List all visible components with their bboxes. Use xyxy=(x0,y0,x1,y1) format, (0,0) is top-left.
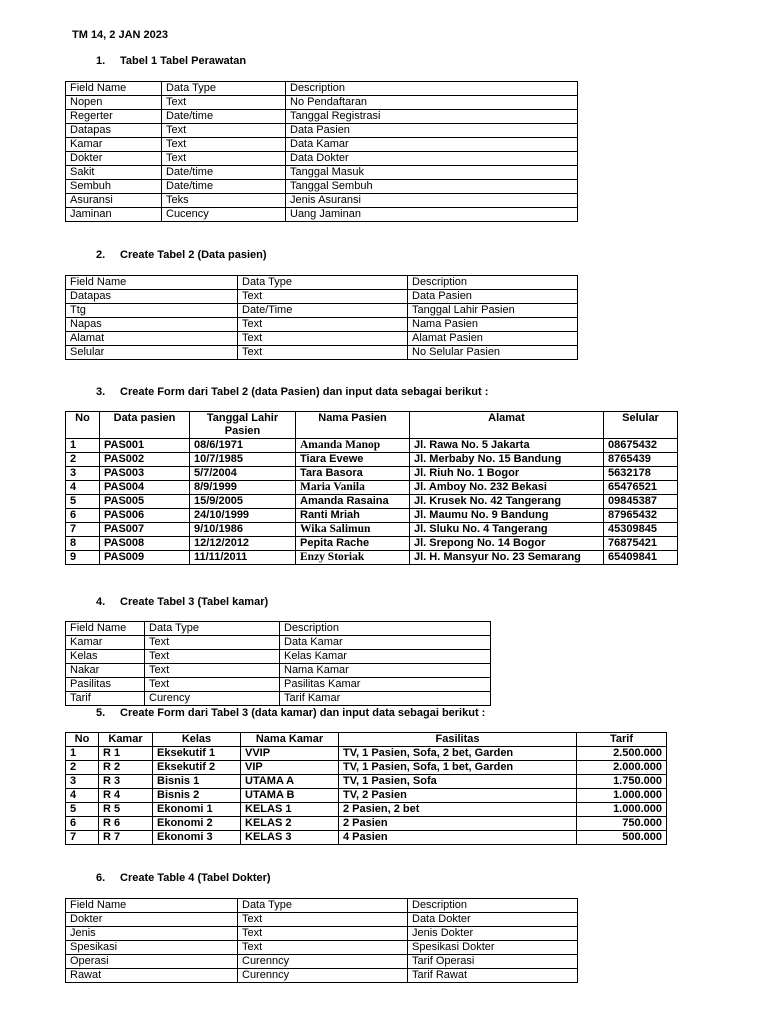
table-cell: 87965432 xyxy=(604,509,678,523)
table-cell: Selular xyxy=(66,346,238,360)
table-row xyxy=(66,152,578,166)
table-cell: Kelas xyxy=(66,650,145,664)
table-cell: Nakar xyxy=(66,664,145,678)
section-number: 3. xyxy=(96,386,106,398)
table-row xyxy=(66,789,667,803)
header-cell: Selular xyxy=(604,412,678,439)
table-cell: Amanda Manop xyxy=(296,439,410,453)
table-row xyxy=(66,346,578,360)
table-cell: 8765439 xyxy=(604,453,678,467)
table-cell: 8/9/1999 xyxy=(190,481,296,495)
table-cell: Jenis xyxy=(66,927,238,941)
table-cell: Nama Pasien xyxy=(408,318,578,332)
form-data-kamar xyxy=(65,732,667,845)
header-cell: Field Name xyxy=(66,622,145,636)
header-cell: Tarif xyxy=(577,733,667,747)
table-cell: Nama Kamar xyxy=(280,664,491,678)
table-row xyxy=(66,831,667,845)
table-row xyxy=(66,509,678,523)
table-cell: Text xyxy=(145,636,280,650)
table-row xyxy=(66,941,578,955)
table-row xyxy=(66,304,578,318)
table-cell: Text xyxy=(238,941,408,955)
table-cell: KELAS 2 xyxy=(241,817,339,831)
header-cell: Tanggal Lahir Pasien xyxy=(190,412,296,439)
table-row xyxy=(66,927,578,941)
table-cell: R 3 xyxy=(99,775,153,789)
table-row xyxy=(66,678,491,692)
table-cell: Tiara Evewe xyxy=(296,453,410,467)
table-cell: 3 xyxy=(66,775,99,789)
table-cell: 8 xyxy=(66,537,100,551)
header-cell: Alamat xyxy=(410,412,604,439)
table-cell: 5 xyxy=(66,495,100,509)
section-number: 4. xyxy=(96,596,106,608)
table-cell: Text xyxy=(238,927,408,941)
table-cell: PAS005 xyxy=(100,495,190,509)
table-cell: 1 xyxy=(66,747,99,761)
table-cell: Text xyxy=(162,124,286,138)
table-cell: Tarif Kamar xyxy=(280,692,491,706)
table-row xyxy=(66,166,578,180)
table-cell: No Selular Pasien xyxy=(408,346,578,360)
table-cell: Cucency xyxy=(162,208,286,222)
table-cell: Jl. Amboy No. 232 Bekasi xyxy=(410,481,604,495)
table-cell: R 7 xyxy=(99,831,153,845)
table-cell: Text xyxy=(162,152,286,166)
table-cell: Operasi xyxy=(66,955,238,969)
header-cell: Kelas xyxy=(153,733,241,747)
table-cell: 7 xyxy=(66,831,99,845)
table-row xyxy=(66,692,491,706)
table-cell: Tanggal Sembuh xyxy=(286,180,578,194)
table-cell: PAS009 xyxy=(100,551,190,565)
table-row xyxy=(66,453,678,467)
table-cell: Kamar xyxy=(66,636,145,650)
table-cell: 500.000 xyxy=(577,831,667,845)
table-row xyxy=(66,439,678,453)
table-header-row xyxy=(66,899,578,913)
section-number: 6. xyxy=(96,872,106,884)
table-cell: Jl. Rawa No. 5 Jakarta xyxy=(410,439,604,453)
table-cell: Tarif Operasi xyxy=(408,955,578,969)
table-cell: R 6 xyxy=(99,817,153,831)
table-cell: KELAS 1 xyxy=(241,803,339,817)
header-cell: Data Type xyxy=(162,82,286,96)
table-cell: PAS001 xyxy=(100,439,190,453)
table-cell: 09845387 xyxy=(604,495,678,509)
table-cell: 1.000.000 xyxy=(577,803,667,817)
table-cell: 750.000 xyxy=(577,817,667,831)
table-cell: Dokter xyxy=(66,152,162,166)
table-cell: 08675432 xyxy=(604,439,678,453)
table-cell: Ekonomi 1 xyxy=(153,803,241,817)
table-cell: PAS007 xyxy=(100,523,190,537)
table-cell: Amanda Rasaina xyxy=(296,495,410,509)
table-cell: PAS002 xyxy=(100,453,190,467)
header-cell: Data Type xyxy=(238,276,408,290)
header-cell: Kamar xyxy=(99,733,153,747)
table-cell: 15/9/2005 xyxy=(190,495,296,509)
header-cell: Nama Pasien xyxy=(296,412,410,439)
table-cell: Kamar xyxy=(66,138,162,152)
section-number: 1. xyxy=(96,55,106,67)
table-cell: Text xyxy=(162,96,286,110)
table-cell: 2 Pasien, 2 bet xyxy=(339,803,577,817)
table-header-row xyxy=(66,412,678,439)
table-cell: 4 Pasien xyxy=(339,831,577,845)
table-row xyxy=(66,138,578,152)
table-cell: Tanggal Lahir Pasien xyxy=(408,304,578,318)
table-cell: 5 xyxy=(66,803,99,817)
table-row xyxy=(66,194,578,208)
section-heading-4 xyxy=(96,596,268,608)
table-cell: 4 xyxy=(66,481,100,495)
table-row xyxy=(66,208,578,222)
table-row xyxy=(66,803,667,817)
table-cell: Tarif Rawat xyxy=(408,969,578,983)
header-cell: Nama Kamar xyxy=(241,733,339,747)
table-cell: 2 Pasien xyxy=(339,817,577,831)
table-cell: Kelas Kamar xyxy=(280,650,491,664)
header-cell: No xyxy=(66,733,99,747)
section-heading-2 xyxy=(96,249,267,261)
table-cell: 3 xyxy=(66,467,100,481)
table-cell: PAS008 xyxy=(100,537,190,551)
table-cell: Wika Salimun xyxy=(296,523,410,537)
table-row xyxy=(66,537,678,551)
table-cell: Curency xyxy=(145,692,280,706)
table-cell: 65409841 xyxy=(604,551,678,565)
section-title: Create Form dari Tabel 3 (data kamar) dan input data sebagai berikut : xyxy=(120,707,486,719)
table-cell: 10/7/1985 xyxy=(190,453,296,467)
table-kamar xyxy=(65,621,491,706)
table-cell: Spesikasi Dokter xyxy=(408,941,578,955)
table-cell: UTAMA B xyxy=(241,789,339,803)
table-cell: Jl. Merbaby No. 15 Bandung xyxy=(410,453,604,467)
table-cell: Text xyxy=(145,678,280,692)
table-cell: Curenncy xyxy=(238,969,408,983)
table-cell: Data Pasien xyxy=(408,290,578,304)
table-cell: PAS006 xyxy=(100,509,190,523)
section-heading-3 xyxy=(96,386,488,398)
document-title: TM 14, 2 JAN 2023 xyxy=(72,29,168,41)
table-cell: R 5 xyxy=(99,803,153,817)
table-row xyxy=(66,969,578,983)
table-cell: Data Pasien xyxy=(286,124,578,138)
table-header-row xyxy=(66,276,578,290)
table-cell: Rawat xyxy=(66,969,238,983)
table-cell: Pasilitas xyxy=(66,678,145,692)
table-row xyxy=(66,124,578,138)
table-cell: Ekonomi 2 xyxy=(153,817,241,831)
table-cell: PAS004 xyxy=(100,481,190,495)
table-cell: TV, 2 Pasien xyxy=(339,789,577,803)
table-row xyxy=(66,523,678,537)
table-cell: Ttg xyxy=(66,304,238,318)
table-cell: Text xyxy=(238,332,408,346)
table-cell: KELAS 3 xyxy=(241,831,339,845)
table-cell: Asuransi xyxy=(66,194,162,208)
table-cell: Eksekutif 2 xyxy=(153,761,241,775)
table-cell: 2.000.000 xyxy=(577,761,667,775)
table-cell: TV, 1 Pasien, Sofa xyxy=(339,775,577,789)
table-data-pasien xyxy=(65,275,578,360)
header-cell: Description xyxy=(408,899,578,913)
table-cell: Text xyxy=(238,346,408,360)
table-cell: Jl. Sluku No. 4 Tangerang xyxy=(410,523,604,537)
table-cell: 9/10/1986 xyxy=(190,523,296,537)
section-title: Create Table 4 (Tabel Dokter) xyxy=(120,872,271,884)
table-cell: Tanggal Masuk xyxy=(286,166,578,180)
form-data-pasien xyxy=(65,411,678,565)
table-cell: Date/Time xyxy=(238,304,408,318)
table-cell: 2 xyxy=(66,761,99,775)
table-row xyxy=(66,775,667,789)
table-cell: 7 xyxy=(66,523,100,537)
section-number: 2. xyxy=(96,249,106,261)
table-cell: Bisnis 2 xyxy=(153,789,241,803)
table-cell: VIP xyxy=(241,761,339,775)
table-row xyxy=(66,495,678,509)
table-cell: 6 xyxy=(66,509,100,523)
table-cell: Jl. Krusek No. 42 Tangerang xyxy=(410,495,604,509)
table-row xyxy=(66,180,578,194)
table-cell: Datapas xyxy=(66,290,238,304)
table-cell: Datapas xyxy=(66,124,162,138)
header-cell: Field Name xyxy=(66,82,162,96)
table-cell: 9 xyxy=(66,551,100,565)
table-cell: R 1 xyxy=(99,747,153,761)
table-cell: Text xyxy=(238,290,408,304)
table-cell: 65476521 xyxy=(604,481,678,495)
header-cell: Data Type xyxy=(145,622,280,636)
table-row xyxy=(66,636,491,650)
table-cell: Teks xyxy=(162,194,286,208)
table-cell: Napas xyxy=(66,318,238,332)
table-cell: Data Kamar xyxy=(280,636,491,650)
table-cell: Ranti Mriah xyxy=(296,509,410,523)
table-cell: Data Kamar xyxy=(286,138,578,152)
table-cell: Tanggal Registrasi xyxy=(286,110,578,124)
header-cell: Description xyxy=(280,622,491,636)
table-row xyxy=(66,955,578,969)
section-heading-1 xyxy=(96,55,246,67)
section-title: Create Tabel 3 (Tabel kamar) xyxy=(120,596,269,608)
table-cell: Date/time xyxy=(162,166,286,180)
table-cell: 08/6/1971 xyxy=(190,439,296,453)
section-heading-6 xyxy=(96,872,271,884)
table-cell: Pasilitas Kamar xyxy=(280,678,491,692)
table-cell: Bisnis 1 xyxy=(153,775,241,789)
header-cell: Description xyxy=(286,82,578,96)
table-cell: UTAMA A xyxy=(241,775,339,789)
section-heading-5 xyxy=(96,707,485,719)
table-cell: Jl. Srepong No. 14 Bogor xyxy=(410,537,604,551)
section-number: 5. xyxy=(96,707,106,719)
table-cell: 45309845 xyxy=(604,523,678,537)
table-cell: No Pendaftaran xyxy=(286,96,578,110)
table-cell: 12/12/2012 xyxy=(190,537,296,551)
table-cell: Alamat xyxy=(66,332,238,346)
table-cell: Uang Jaminan xyxy=(286,208,578,222)
table-cell: Curenncy xyxy=(238,955,408,969)
table-cell: Eksekutif 1 xyxy=(153,747,241,761)
section-title: Create Form dari Tabel 2 (data Pasien) dan input data sebagai berikut : xyxy=(120,386,489,398)
table-row xyxy=(66,747,667,761)
table-row xyxy=(66,761,667,775)
table-perawatan xyxy=(65,81,578,222)
header-cell: Description xyxy=(408,276,578,290)
table-row xyxy=(66,817,667,831)
table-cell: Sembuh xyxy=(66,180,162,194)
table-row xyxy=(66,467,678,481)
table-row xyxy=(66,913,578,927)
table-cell: Text xyxy=(162,138,286,152)
table-cell: Sakit xyxy=(66,166,162,180)
header-cell: Field Name xyxy=(66,899,238,913)
table-cell: 5632178 xyxy=(604,467,678,481)
table-cell: 11/11/2011 xyxy=(190,551,296,565)
table-cell: Date/time xyxy=(162,110,286,124)
header-cell: Field Name xyxy=(66,276,238,290)
table-cell: 6 xyxy=(66,817,99,831)
table-cell: Jl. Riuh No. 1 Bogor xyxy=(410,467,604,481)
table-cell: PAS003 xyxy=(100,467,190,481)
table-cell: 24/10/1999 xyxy=(190,509,296,523)
header-cell: Fasilitas xyxy=(339,733,577,747)
table-cell: Enzy Storiak xyxy=(296,551,410,565)
table-cell: Text xyxy=(238,913,408,927)
table-header-row xyxy=(66,82,578,96)
header-cell: Data pasien xyxy=(100,412,190,439)
table-header-row xyxy=(66,733,667,747)
table-row xyxy=(66,332,578,346)
table-cell: Text xyxy=(145,664,280,678)
table-cell: Alamat Pasien xyxy=(408,332,578,346)
table-row xyxy=(66,551,678,565)
table-cell: Date/time xyxy=(162,180,286,194)
table-row xyxy=(66,318,578,332)
table-cell: R 2 xyxy=(99,761,153,775)
table-cell: Tara Basora xyxy=(296,467,410,481)
table-cell: VVIP xyxy=(241,747,339,761)
header-cell: No xyxy=(66,412,100,439)
table-cell: Ekonomi 3 xyxy=(153,831,241,845)
section-title: Tabel 1 Tabel Perawatan xyxy=(120,55,247,67)
table-cell: 1.750.000 xyxy=(577,775,667,789)
table-row xyxy=(66,664,491,678)
table-cell: Jl. Maumu No. 9 Bandung xyxy=(410,509,604,523)
table-row xyxy=(66,650,491,664)
table-cell: Jaminan xyxy=(66,208,162,222)
table-row xyxy=(66,96,578,110)
table-cell: Pepita Rache xyxy=(296,537,410,551)
table-row xyxy=(66,481,678,495)
table-header-row xyxy=(66,622,491,636)
table-cell: Data Dokter xyxy=(408,913,578,927)
table-cell: TV, 1 Pasien, Sofa, 2 bet, Garden xyxy=(339,747,577,761)
table-cell: Nopen xyxy=(66,96,162,110)
table-cell: Jenis Asuransi xyxy=(286,194,578,208)
table-row xyxy=(66,110,578,124)
table-cell: 1.000.000 xyxy=(577,789,667,803)
table-cell: Regerter xyxy=(66,110,162,124)
table-cell: 5/7/2004 xyxy=(190,467,296,481)
table-cell: Jenis Dokter xyxy=(408,927,578,941)
table-cell: 1 xyxy=(66,439,100,453)
table-cell: TV, 1 Pasien, Sofa, 1 bet, Garden xyxy=(339,761,577,775)
table-cell: 76875421 xyxy=(604,537,678,551)
table-cell: Data Dokter xyxy=(286,152,578,166)
table-row xyxy=(66,290,578,304)
table-cell: Text xyxy=(145,650,280,664)
table-cell: Tarif xyxy=(66,692,145,706)
table-cell: Maria Vanila xyxy=(296,481,410,495)
section-title: Create Tabel 2 (Data pasien) xyxy=(120,249,267,261)
table-cell: 2.500.000 xyxy=(577,747,667,761)
header-cell: Data Type xyxy=(238,899,408,913)
table-cell: Jl. H. Mansyur No. 23 Semarang xyxy=(410,551,604,565)
table-cell: 2 xyxy=(66,453,100,467)
table-cell: Dokter xyxy=(66,913,238,927)
table-cell: Spesikasi xyxy=(66,941,238,955)
table-cell: R 4 xyxy=(99,789,153,803)
table-cell: Text xyxy=(238,318,408,332)
table-dokter xyxy=(65,898,578,983)
table-cell: 4 xyxy=(66,789,99,803)
